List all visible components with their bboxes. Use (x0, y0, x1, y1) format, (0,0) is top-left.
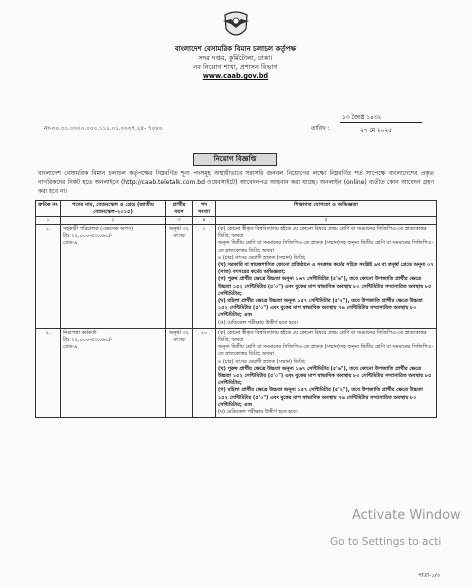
table-header-row (36, 201, 437, 217)
column-number: ১ (36, 217, 61, 225)
header-qualification: শিক্ষাগত যোগ্যতা ও অভিজ্ঞতা (216, 201, 437, 217)
grade: গ্রেড-৯ (63, 240, 78, 247)
header-post: পদের নাম, বেতনস্কেল ও গ্রেড (জাতীয় বেতনস্কেল-২০১৫) (61, 201, 166, 217)
row-serial: ১. (36, 225, 61, 329)
age-cell (166, 225, 193, 329)
column-number: ৫ (216, 217, 437, 225)
intro-paragraph: বাংলাদেশ বেসামরিক বিমান চলাচল কর্তৃপক্ষের নিম্নবর্ণিত শূন্য পদসমূহ অস্থায়ীভাবে সরাসরি জনবল নিয়োগের লক্ষ্যে নিম্নবর্ণিত শর্ত সাপেক্ষে বাংলাদেশের প্রকৃত নাগরিকদের নিকট হতে অনলাইনে (http://caab.teletalk.com.bd ওয়েবসাইটে) আবেদনপত্র আহবান করা যাচ্ছে। অনলাইন (online) ব্যতীত কোন আবেদন গ্রহণ করা হবে না। (38, 170, 434, 195)
header-count: পদ সংখ্যা (193, 201, 216, 217)
table-row (36, 225, 437, 329)
org-address: সদর দপ্তর, কুর্মিটোলা, ঢাকা। (198, 54, 273, 62)
org-name: বাংলাদেশ বেসামরিক বিমান চলাচল কর্তৃপক্ষ (174, 45, 297, 53)
qualification-item: (খ) সরকারি বা স্বায়ত্তশাসিত কোনো প্রতিষ্ঠানে এ সংক্রান্ত কর্মের সহিত সংশ্লিষ্ট ৯ম বা তদূর্ধ্ব গ্রেডে অনূন্য ০৭ (সাত) বৎসরের কর্মের অভিজ্ঞতা; (218, 262, 434, 276)
age-unit: বৎসর (173, 337, 185, 344)
activation-watermark: Activate Window (352, 508, 461, 523)
qualification-item: অনূন্য দ্বিতীয় শ্রেণি বা সমমানের সিজিপিএ-তে স্নাতক (সম্মান)সহ অনূন্য দ্বিতীয় শ্রেণি বা সমমানের সিজিপিএ-তে স্নাতকোত্তর ডিগ্রি; অথবা (218, 240, 434, 254)
post-cell (61, 225, 166, 329)
grade: গ্রেড-৯ (63, 344, 78, 351)
age-cell (166, 328, 193, 417)
qualification-item: (গ) পুরুষ প্রার্থীর ক্ষেত্রে উচ্চতা অনূন্য ১৬৭ সেন্টিমিটার (৫'৬"), তবে কোনো উপজাতি প্রার্থীর ক্ষেত্রে উচ্চতা ১৫২ সেন্টিমিটার (৫'০") এবং বুকের মাপ স্বাভাবিক অবস্থায় ৮০ সেন্টিমিটার সম্প্রসারিত অবস্থায় ৮৫ সেন্টিমিটার; (218, 276, 432, 297)
vacancy-table (35, 200, 437, 418)
qualification-item: অনূন্য দ্বিতীয় শ্রেণি বা সমমানের সিজিপিএ-তে স্নাতক (সম্মান)সহ অনূন্য দ্বিতীয় শ্রেণি বা সমমানের সিজিপিএ-তে স্নাতকোত্তর ডিগ্রি; অথবা (218, 344, 434, 358)
qualification-item: (গ) মহিলা প্রার্থীর ক্ষেত্রে উচ্চতা অনূন্য ১৫৭ সেন্টিমিটার (৫'২"), তবে উপজাতি প্রার্থীর ক্ষেত্রে উচ্চতা ১৫২ সেন্টিমিটার (৫'০") এবং বুকের মাপ স্বাভাবিক অবস্থায় ৭৬ সেন্টিমিটার সম্প্রসারিত অবস্থায় ৮০ সেন্টিমিটার; এবং (218, 387, 423, 408)
qualification-item: ৪ (চার) বৎসর মেয়াদী স্নাতক (সম্মান) ডিগ্রি; (218, 254, 306, 261)
date-bangla: ১৩ জ্যৈষ্ঠ ১৪৩২ (342, 115, 382, 121)
post-name: নিরাপত্তা কর্মকর্তা (63, 329, 97, 336)
pay-scale: টাঃ ২২,০০০-৫৩,০৬০/- (63, 233, 113, 240)
activation-watermark-hint: Go to Settings to acti (330, 536, 442, 548)
qualification-cell (216, 225, 437, 329)
caab-logo-icon (221, 9, 251, 43)
post-name: সহকারী পরিচালক (এভসেক অপস) (63, 226, 134, 232)
website-link[interactable]: www.caab.gov.bd (202, 72, 269, 80)
qualification-item: (ঘ) মহিলা প্রার্থীর ক্ষেত্রে উচ্চতা অনূন্য ১৫৭ সেন্টিমিটার (৫'২"), তবে উপজাতি প্রার্থীর ক্ষেত্রে উচ্চতা ১৫২ সেন্টিমিটার (৫'০") এবং বুকের মাপ স্বাভাবিক অবস্থায় ৭৬ সেন্টিমিটার সম্প্রসারিত অবস্থায় ৮০ সেন্টিমিটার; এবং (218, 298, 423, 319)
column-number: ২ (61, 217, 166, 225)
qualification-item: (খ) পুরুষ প্রার্থীর ক্ষেত্রে উচ্চতা অনূন্য ১৬৭ সেন্টিমিটার (৫'৬"), তবে কোনো উপজাতি প্রার্থীর ক্ষেত্রে উচ্চতা ১৫২ সেন্টিমিটার (৫'০") এবং বুকের মাপ স্বাভাবিক অবস্থায় ৮০ সেন্টিমিটার সম্প্রসারিত অবস্থায় ৮৫ সেন্টিমিটার; (218, 365, 432, 387)
column-number: ৪ (193, 217, 216, 225)
column-number-row (36, 217, 437, 225)
memo-number: নং-৩০.৩১.০০০০.০০০.১১১.০১.০০৩৭.২৫- ৭০৮০ (44, 126, 163, 132)
age-unit: বৎসর (173, 233, 185, 240)
table-row (36, 328, 437, 417)
department-name: নব নিয়োগ শাখা, প্রশাসন বিভাগ (193, 63, 278, 71)
qualification-item: ৪ (চার) বৎসর মেয়াদী স্নাতক (সম্মান) ডিগ্রি; (218, 358, 306, 365)
qualification-item: (ঙ) মেডিকেল পরীক্ষায় উত্তীর্ণ হতে হবে। (218, 319, 299, 326)
date-divider (340, 122, 422, 123)
qualification-cell (216, 328, 437, 417)
column-number: ৩ (166, 217, 193, 225)
post-count: ২ (193, 225, 216, 329)
age-limit: অনূর্ধ্ব ৩২ (168, 226, 189, 232)
date-label: তারিখ : (311, 126, 330, 132)
qualification-item: (ঘ) মেডিকেল পরীক্ষায় উত্তীর্ণ হতে হবে। (218, 409, 298, 416)
notice-title: নিয়োগ বিজ্ঞপ্তি (193, 153, 277, 166)
post-count: ২০ (193, 328, 216, 417)
post-cell (61, 328, 166, 417)
row-serial: ২. (36, 328, 61, 417)
pay-scale: টাঃ ২২,০০০-৫৩,০৬০/- (63, 337, 113, 344)
header-serial: ক্রমিক নং (36, 201, 61, 217)
age-limit: অনূর্ধ্ব ৩২ (168, 329, 189, 336)
page-number: পাতা-১/৩ (418, 573, 441, 579)
qualification-item: (ক) কোনো স্বীকৃত বিশ্ববিদ্যালয় হইতে যে কোনো বিষয়ে প্রথম শ্রেণি বা সমমানের সিজিপিএ-তে স্নাতকোত্তর ডিগ্রি; অথবা (218, 226, 427, 240)
header-age: প্রার্থীর বয়স (166, 201, 193, 217)
qualification-item: (ক) কোনো স্বীকৃত বিশ্ববিদ্যালয় হইতে যে কোনো বিষয়ে প্রথম শ্রেণি বা সমমানের সিজিপিএ-তে স্নাতকোত্তর ডিগ্রি; অথবা (218, 329, 427, 344)
date-english: ২৭ মে ২০২৫ (360, 128, 392, 134)
